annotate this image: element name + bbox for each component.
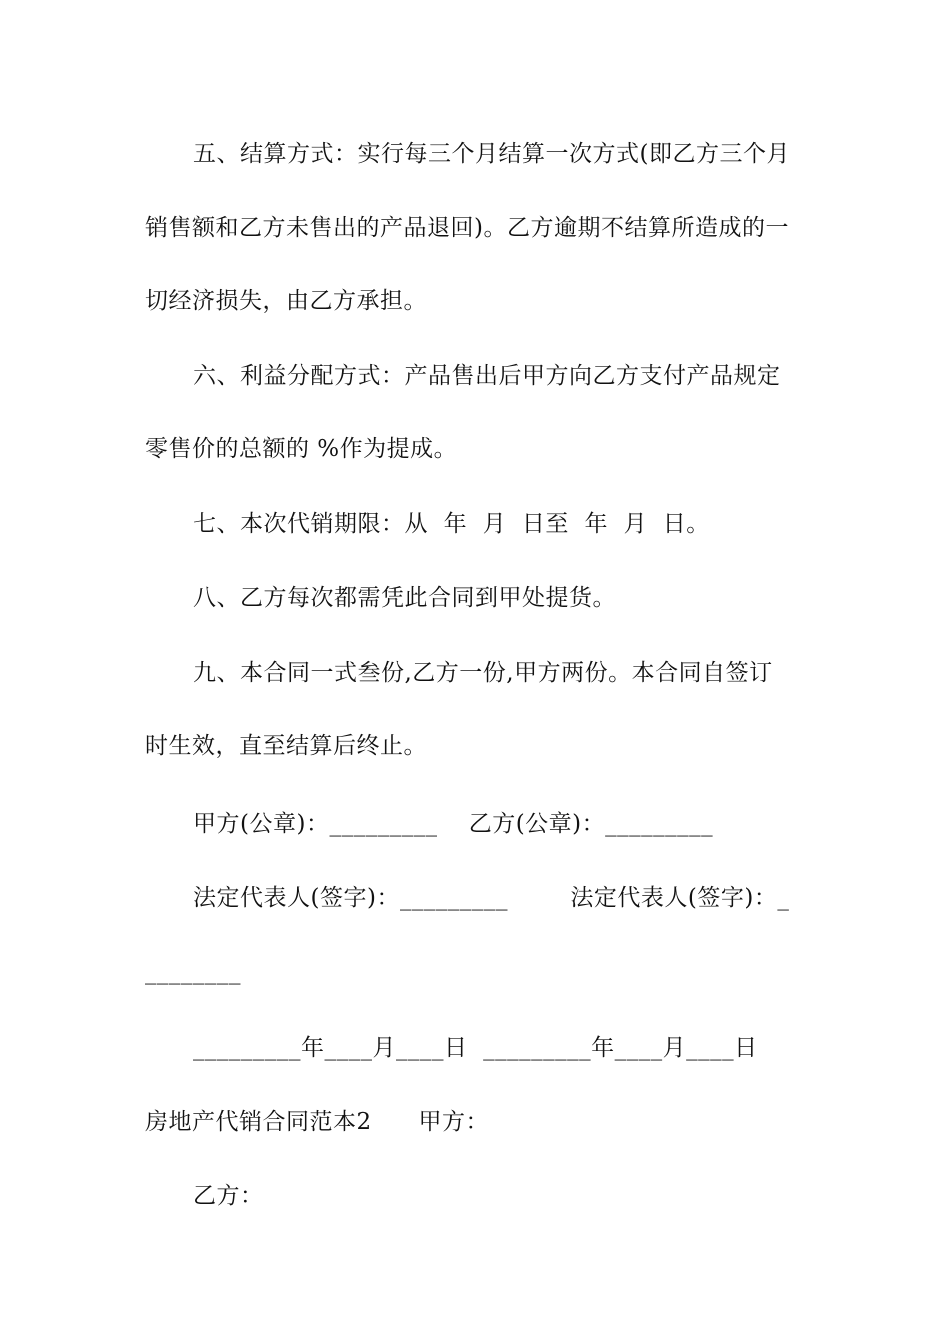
clause-8: 八、乙方每次都需凭此合同到甲处提货。 <box>193 585 616 611</box>
clause-9-line-2: 时生效，直至结算后终止。 <box>145 733 427 759</box>
party-seal-line: 甲方(公章)：_________ 乙方(公章)：_________ <box>193 811 714 837</box>
representative-signature-continuation: ________ <box>145 959 241 985</box>
clause-9-line-1: 九、本合同一式叁份,乙方一份,甲方两份。本合同自签订 <box>193 660 773 686</box>
party-b-label: 乙方： <box>193 1183 264 1209</box>
clause-7: 七、本次代销期限：从 年 月 日至 年 月 日。 <box>193 511 710 537</box>
clause-5-line-3: 切经济损失，由乙方承担。 <box>145 288 427 314</box>
clause-6-line-2: 零售价的总额的 %作为提成。 <box>145 436 458 462</box>
clause-6-line-1: 六、利益分配方式：产品售出后甲方向乙方支付产品规定 <box>193 363 781 389</box>
clause-5-line-2: 销售额和乙方未售出的产品退回)。乙方逾期不结算所造成的一 <box>145 215 789 241</box>
representative-signature-line: 法定代表人(签字)：_________ 法定代表人(签字)：_ <box>193 885 790 911</box>
contract-template-2-title: 房地产代销合同范本2 甲方： <box>145 1109 489 1135</box>
date-line: _________年____月____日 _________年____月____日 <box>193 1035 758 1061</box>
clause-5-line-1: 五、结算方式：实行每三个月结算一次方式(即乙方三个月 <box>193 141 790 167</box>
